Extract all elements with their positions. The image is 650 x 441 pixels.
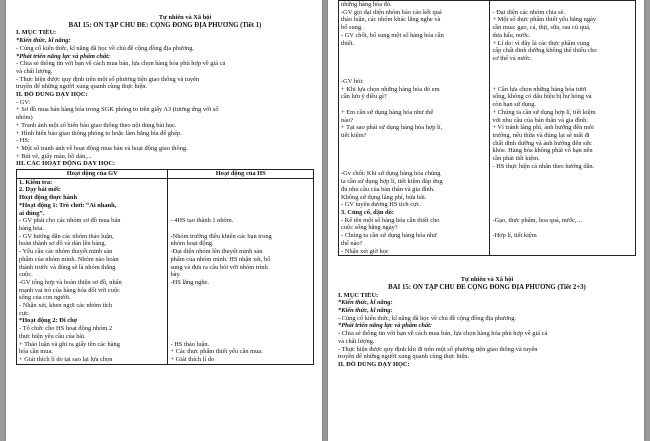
- objective-line: nhóm): [16, 114, 33, 122]
- cell-text-line: [492, 70, 633, 78]
- cell-text-line: nhóm hoạt động.: [170, 240, 214, 248]
- cell-text-line: cấp chất dinh dưỡng không thể thiếu cho: [492, 47, 597, 55]
- cell-text-line: tiết kiệm?: [341, 131, 367, 139]
- cell-text-line: Hoạt động thực hành: [19, 194, 77, 202]
- objective-line: *Phát triển năng lực và phẩm chất:: [338, 322, 433, 330]
- cell-text-line: - GV phát cho các nhóm sơ đồ mua bán: [19, 217, 121, 225]
- objective-line: - Thực hiện được quy định khi đi trên một số phương tiện giao thông và tuyên: [338, 345, 538, 353]
- objective-line: truyền để những người xung quanh cùng thực hiện.: [338, 353, 470, 361]
- cell-text-line: thế nào?: [341, 239, 363, 247]
- objectives-section: [16, 29, 314, 168]
- cell-text-line: [341, 155, 487, 163]
- cell-text-line: phẩm của nhóm mình. Nhóm nào hoàn: [19, 255, 119, 263]
- cell-text-line: thành trước và đúng sẽ là nhóm thắng: [19, 263, 116, 271]
- objective-line: *Kiến thức, kĩ năng:: [338, 299, 393, 307]
- cell-text-line: [170, 294, 311, 302]
- cell-text-line: - Nhận xét giờ học: [341, 247, 389, 255]
- cell-text-line: mạnh vai trò của hàng hóa đối với cuộc: [19, 286, 120, 294]
- cell-text-line: [170, 310, 311, 318]
- cell-text-line: -GV tổng hợp và hoàn thiện sơ đồ, nhấn: [19, 278, 122, 286]
- cell-text-line: [170, 287, 311, 295]
- cell-text-line: [492, 186, 633, 194]
- cell-text-line: [170, 202, 311, 210]
- cell-text-line: những hàng hóa đó.: [341, 1, 392, 8]
- cell-text-line: phẩm của nhóm mình. HS nhận xét, bổ: [170, 255, 271, 263]
- cell-text-line: [170, 225, 311, 233]
- table-row: [17, 178, 314, 364]
- cell-text-line: [341, 70, 487, 78]
- cell-text-line: *Hoạt động 2: Đi chợ: [19, 317, 78, 325]
- cell-text-line: -Đại diện nhóm lên thuyết minh sản: [170, 248, 263, 256]
- cell-text-line: [341, 147, 487, 155]
- cell-text-line: -Gv chốt: Khi sử dụng hàng hóa chúng: [341, 170, 441, 178]
- activities-table-continued: [338, 0, 636, 256]
- objective-line: - Củng cố kiến thức, kĩ năng đã học về chủ đề cộng đồng địa phương.: [16, 44, 195, 52]
- cell-text-line: [170, 333, 311, 341]
- cell-text-line: cần phải tiết kiệm.: [492, 155, 540, 163]
- cell-text-line: - 4HS tạo thành 1 nhóm.: [170, 217, 234, 225]
- cell-text-line: - Tổ chức cho HS hoạt động nhóm 2: [19, 325, 113, 333]
- cell-text-line: cuộc sống hằng ngày?: [341, 224, 398, 232]
- cell-text-line: - HS thảo luận.: [170, 340, 210, 348]
- cell-text-line: [492, 209, 633, 217]
- cell-text-line: với nhu cầu của bản thân và gia đình.: [492, 116, 588, 124]
- objective-line: - Củng cố kiến thức, kĩ năng đã học về chủ đề cộng đồng địa phương.: [338, 314, 517, 322]
- cell-text-line: [492, 78, 633, 86]
- cell-text-line: + Giải thích lí do: [170, 355, 215, 363]
- cell-text-line: - Nhận xét, khen ngợi các nhóm tích: [19, 302, 113, 310]
- cell-text-line: nào?: [341, 116, 354, 124]
- objectives-section-2: [338, 292, 636, 369]
- cell-text-line: sống, không có dấu hiệu bị hư hỏng và: [492, 93, 592, 101]
- cell-text-line: [170, 302, 311, 310]
- objective-line: và chất lượng.: [16, 67, 53, 75]
- cell-text-line: sung và đưa ra câu hỏi với nhóm trình: [170, 263, 268, 271]
- cell-text-line: đủ nhu cầu của bản thân và gia đình.: [341, 185, 435, 193]
- cell-text-line: thảo luận, các nhóm khác lắng nghe và: [341, 16, 441, 24]
- page-content: [338, 0, 636, 369]
- cell-text-line: - Đại diện các nhóm chia sẻ.: [492, 8, 566, 16]
- cell-text-line: - Kể tên một số hàng hóa cần thiết cho: [341, 216, 440, 224]
- cell-text-line: [492, 63, 633, 71]
- cell-text-line: + Cần lựa chọn những hàng hóa tươi: [492, 85, 587, 93]
- cell-text-line: cần mua: gạo, cá, thịt, sữa, rau củ quả,: [492, 24, 591, 32]
- cell-text-line: + Lí do: vì đây là các thực phẩm cung: [492, 39, 590, 47]
- objective-line: và chất lượng.: [338, 337, 375, 345]
- cell-text-line: cần lưu ý điều gì?: [341, 93, 387, 101]
- cell-text-line: trường, nếu thừa và đúng lại sẽ mất đi: [492, 131, 590, 139]
- cell-text-line: [170, 194, 311, 202]
- cell-text-line: thực hiện yêu cầu của bài.: [19, 332, 86, 340]
- cell-text-line: còn hạn sử dụng.: [492, 101, 537, 109]
- cell-text-line: -Gạo, thực phẩm, hoa quả, nước,…: [492, 216, 583, 224]
- cell-text-line: -GV hỏi:: [341, 78, 364, 86]
- cell-text-line: + Giải thích lí do tại sao lại lựa chọn: [19, 355, 113, 363]
- cell-text-line: + Các thực phẩm thiết yếu cần mua.: [170, 348, 263, 356]
- cell-text-line: + Thảo luận và ghi ra giấy tên các hàng: [19, 340, 120, 348]
- lesson-title-2: BÀI 15: ÔN TẬP CHỦ ĐỀ CỘNG ĐỒNG ĐỊA PHƯƠNG (Tiết 2+3): [388, 283, 586, 291]
- cell-text-line: 3. Củng cố, dặn dò:: [341, 208, 394, 216]
- cell-text-line: 2. Dạy bài mới:: [19, 186, 61, 194]
- cell-text-line: - Yêu cầu các nhóm thuyết minh sản: [19, 248, 113, 256]
- cell-text-line: [170, 317, 311, 325]
- cell-text-line: hàng hóa.: [19, 224, 44, 232]
- student-activity-cell: [168, 178, 314, 364]
- cell-text-line: Không sử dụng lãng phí, bừa bãi.: [341, 193, 427, 201]
- subject-header: Tự nhiên và Xã hội: [158, 14, 212, 21]
- cell-text-line: [170, 210, 311, 218]
- cell-text-line: 1. Kiểm tra:: [19, 178, 53, 186]
- document-page-right: [328, 0, 644, 441]
- cell-text-line: + Tại sao phải sử dụng hàng hóa hợp lí,: [341, 124, 443, 132]
- cell-text-line: thiết.: [341, 39, 354, 47]
- cell-text-line: [170, 186, 311, 194]
- cell-text-line: - HS thực hiện cá nhân theo hướng dẫn.: [492, 162, 595, 170]
- objective-line: I. MỤC TIÊU:: [16, 29, 57, 37]
- column-header-teacher: Hoạt động của GV: [17, 170, 168, 179]
- cell-text-line: [341, 140, 487, 148]
- objective-line: + Sơ đồ mua bán hàng hóa trong SGK phóng to trên giấy A3 (tương ứng với số: [16, 106, 219, 114]
- cell-text-line: bày.: [170, 271, 181, 279]
- cell-text-line: - Chúng ta cần sử dụng hàng hóa như: [341, 232, 437, 240]
- objective-line: III. CÁC HOẠT ĐỘNG DẠY HỌC:: [16, 160, 116, 168]
- cell-text-line: [341, 163, 487, 171]
- cell-text-line: chất dinh dưỡng và ảnh hưởng đến sức: [492, 139, 592, 147]
- cell-text-line: [492, 248, 633, 256]
- objective-line: I. MỤC TIÊU:: [338, 291, 379, 299]
- cell-text-line: [170, 179, 311, 187]
- cell-text-line: + Một số thực phẩm thiết yếu hằng ngày: [492, 16, 597, 24]
- cell-text-line: ta cần sử dụng hợp lí, tiết kiệm đáp ứng: [341, 178, 443, 186]
- lesson-title: BÀI 15: ÔN TẬP CHỦ ĐỀ: CỘNG ĐỒNG ĐỊA PHƯƠNG (Tiết 1): [68, 21, 262, 29]
- cell-text-line: [341, 101, 487, 109]
- cell-text-line: *Hoạt động 1: Trò chơi: “Ai nhanh,: [19, 201, 117, 209]
- objective-line: + Bút vẽ, giấy màu, hồ dán,...: [16, 152, 92, 160]
- cell-text-line: -Nhóm trưởng điều khiển các bạn trong: [170, 232, 272, 240]
- document-page-left: [6, 0, 322, 441]
- cell-text-line: [341, 55, 487, 63]
- objective-line: *Kiến thức, kĩ năng:: [338, 307, 393, 315]
- cell-text-line: khỏe. Hàng hóa không phải vô hạn nên: [492, 147, 593, 155]
- objective-line: - GV:: [16, 98, 31, 106]
- cell-text-line: [170, 325, 311, 333]
- cell-text-line: - GV chốt, bổ sung một số hàng hóa cần: [341, 31, 444, 39]
- cell-text-line: [492, 178, 633, 186]
- cell-text-line: cực.: [19, 309, 30, 317]
- objective-line: - Chia sẻ thông tin với bạn về cách mua bán, lựa chọn hàng hóa phù hợp về giá cả: [338, 330, 548, 338]
- table-row: [339, 1, 636, 256]
- cell-text-line: [492, 201, 633, 209]
- page-content: [16, 14, 314, 365]
- cell-text-line: hóa cần mua.: [19, 348, 53, 356]
- objective-line: *Phát triển năng lực và phẩm chất:: [16, 52, 111, 60]
- cell-text-line: [492, 224, 633, 232]
- cell-text-line: sống của con người.: [19, 294, 71, 302]
- cell-text-line: [492, 1, 633, 9]
- cell-text-line: cơ thể và nước.: [492, 54, 532, 62]
- cell-text-line: [492, 240, 633, 248]
- student-activity-cell: [490, 1, 636, 256]
- objective-line: truyền để những người xung quanh cùng thực hiện.: [16, 83, 148, 91]
- objective-line: II. ĐỒ DÙNG DẠY HỌC:: [338, 360, 410, 368]
- cell-text-line: ai đúng”.: [19, 209, 45, 217]
- cell-text-line: dưa hấu, nước.: [492, 31, 531, 39]
- column-header-student: Hoạt động của HS: [168, 170, 314, 179]
- cell-text-line: -HS lắng nghe.: [170, 278, 209, 286]
- cell-text-line: + Khi lựa chọn những hàng hóa đó em: [341, 85, 440, 93]
- cell-text-line: [492, 194, 633, 202]
- objective-line: *Kiến thức, kĩ năng:: [16, 37, 71, 45]
- cell-text-line: + Chúng ta cần sử dụng hợp lí, tiết kiệm: [492, 108, 596, 116]
- cell-text-line: + Em cần sử dụng hàng hóa như thế: [341, 108, 434, 116]
- subject-header-2: Tự nhiên và Xã hội: [460, 276, 514, 284]
- objective-line: + Một số tranh ảnh về hoạt động mua bán và hoạt động giao thông.: [16, 144, 188, 152]
- cell-text-line: [492, 170, 633, 178]
- cell-text-line: -Hợp lí, tiết kiệm: [492, 232, 537, 240]
- activities-table: [16, 169, 314, 365]
- teacher-activity-cell: [17, 178, 168, 364]
- cell-text-line: + Vì tránh lãng phí, ảnh hưởng đến môi: [492, 124, 594, 132]
- cell-text-line: -GV gọi đại diện nhóm báo cáo kết quả: [341, 8, 442, 16]
- objective-line: II. ĐỒ DÙNG DẠY HỌC:: [16, 91, 88, 99]
- cell-text-line: [341, 47, 487, 55]
- objective-line: - HS:: [16, 137, 30, 145]
- teacher-activity-cell: [339, 1, 490, 256]
- cell-text-line: [341, 63, 487, 71]
- objective-line: + Hình biển báo giao thông phóng to hoặc làm bằng bìa để ghép.: [16, 129, 182, 137]
- cell-text-line: - GV hướng dẫn các nhóm thảo luận,: [19, 232, 114, 240]
- cell-text-line: - GV tuyên dương HS tích cực.: [341, 201, 421, 209]
- cell-text-line: cuộc.: [19, 271, 33, 279]
- cell-text-line: hoàn thành sơ đồ và dán lên bảng.: [19, 240, 107, 248]
- objective-line: + Tranh ảnh một số biển báo giao thông theo nội dung bài học.: [16, 121, 177, 129]
- objective-line: - Thực hiện được quy định trên một số phương tiện giao thông và tuyên: [16, 75, 200, 83]
- objective-line: - Chia sẻ thông tin với bạn về cách mua bán, lựa chọn hàng hóa phù hợp về giá cả: [16, 60, 226, 68]
- cell-text-line: bổ sung.: [341, 24, 363, 32]
